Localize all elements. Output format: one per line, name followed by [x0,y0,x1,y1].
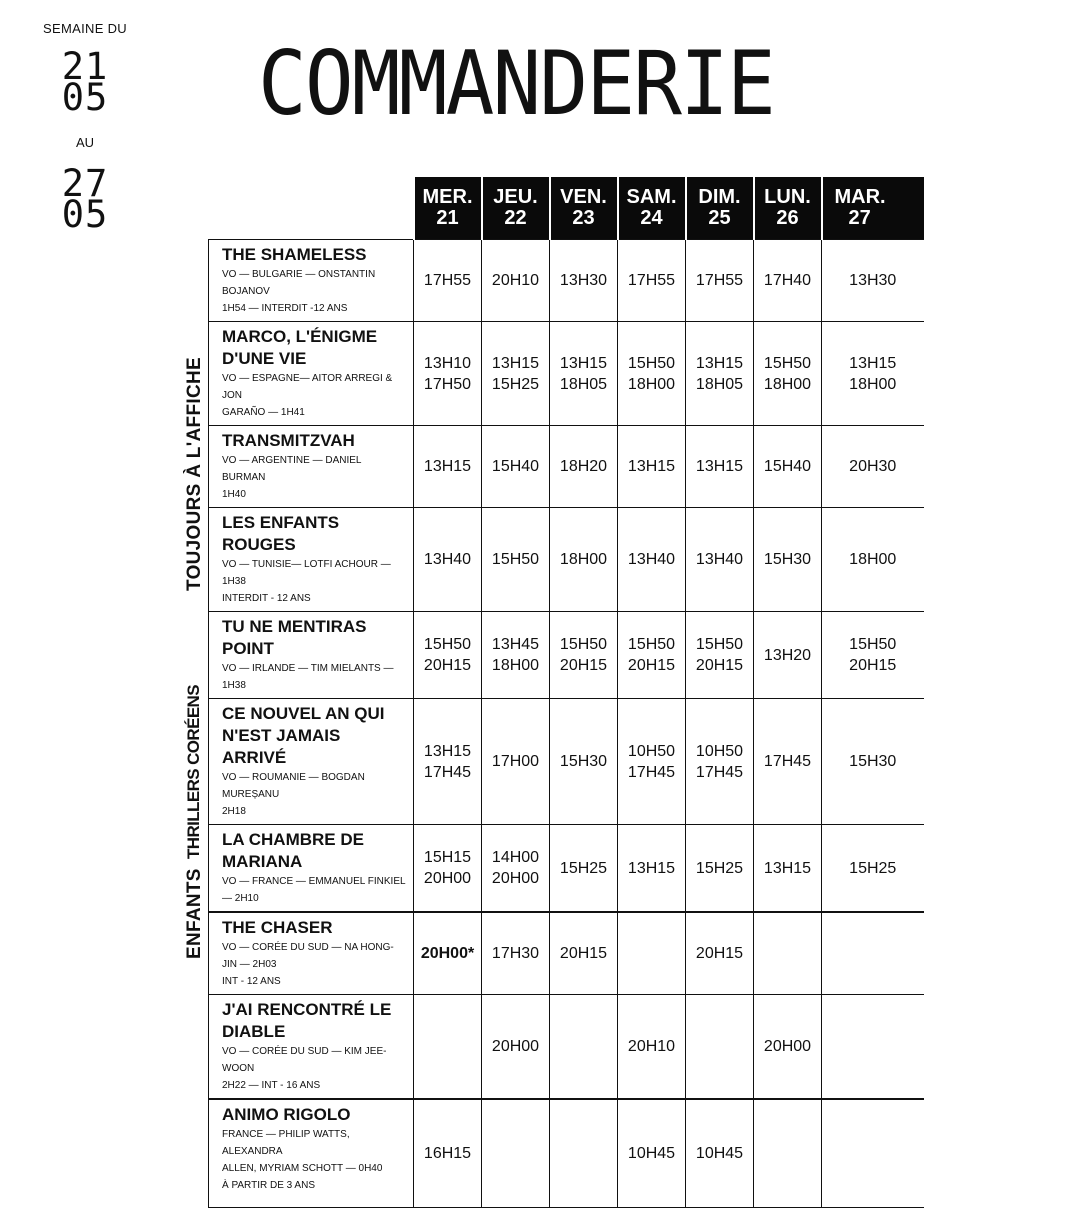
showtime: 18H00 [491,657,540,674]
film-meta: VO — CORÉE DU SUD — NA HONG-JIN — 2H03 [222,942,394,970]
showtime: 20H10 [491,272,540,289]
film-cell [209,699,414,825]
showtime: 13H15 [559,354,608,372]
film-title: ANIMO RIGOLO [222,1105,351,1124]
day-header [482,177,550,240]
day-number: 21 [436,207,459,229]
showtime-cell [414,699,482,825]
film-meta: INTERDIT - 12 ANS [222,593,311,604]
showtime-cell [482,1099,550,1207]
showtime: 15H50 [695,636,744,653]
showtime: 13H15 [849,354,897,372]
film-row [209,1099,924,1207]
showtime: 15H40 [491,458,540,475]
week-end-date [30,162,140,236]
showtime-cell [754,1099,822,1207]
showtime-cell [822,508,924,612]
section-label-thrillers: THRILLERS CORÉENS [184,685,203,859]
showtime-cell [822,995,924,1100]
film-cell [209,825,414,913]
day-header [618,177,686,240]
showtime: 10H50 [627,742,676,760]
film-row [209,426,924,508]
showtime-cell [414,426,482,508]
showtime-cell [754,699,822,825]
showtime-cell [414,1099,482,1207]
day-number: 27 [848,207,871,229]
showtime: 17H45 [763,753,812,770]
showtime: 20H10 [627,1038,676,1055]
day-name: LUN. [764,186,811,208]
showtime-cell [822,322,924,426]
film-meta: INT - 12 ANS [222,976,281,987]
showtime: 15H50 [849,636,897,653]
showtime: 15H15 [423,849,472,866]
showtime-cell [754,426,822,508]
showtime-cell [550,912,618,995]
showtime-cell [822,240,924,322]
day-name: DIM. [698,186,741,208]
film-meta: 1H54 — INTERDIT -12 ANS [222,303,348,314]
showtime: 17H00 [491,753,540,770]
showtime: 17H55 [695,272,744,289]
showtime-cell [754,912,822,995]
showtime: 13H15 [695,458,744,475]
cinema-title: COMMANDERIE [258,32,774,135]
film-row [209,508,924,612]
showtime: 18H00 [627,375,676,393]
showtime-cell [618,912,686,995]
day-header [822,177,924,240]
film-meta: 1H40 [222,489,246,500]
week-block [30,21,140,236]
showtime-cell [754,240,822,322]
day-name: SAM. [626,186,677,208]
showtime-cell [686,825,754,913]
showtime-cell [550,612,618,699]
film-title: CE NOUVEL AN QUI N'EST JAMAIS ARRIVÉ [222,704,385,767]
film-row [209,912,924,995]
film-title: MARCO, L'ÉNIGME D'UNE VIE [222,327,378,368]
showtime: 15H25 [695,859,744,877]
film-meta: 2H22 — INT - 16 ANS [222,1080,321,1091]
film-meta: VO — BULGARIE — ONSTANTIN BOJANOV [222,269,376,297]
showtime-cell [550,995,618,1100]
showtime: 17H30 [491,945,540,962]
film-meta: VO — ARGENTINE — DANIEL BURMAN [222,455,362,483]
showtime-cell [482,426,550,508]
showtime: 15H50 [627,636,676,653]
film-meta: GARAÑO — 1H41 [222,407,305,418]
day-header [754,177,822,240]
showtime: 20H00 [423,870,472,887]
day-number: 22 [504,207,527,229]
film-title: LA CHAMBRE DE MARIANA [222,830,364,871]
film-row [209,240,924,322]
showtime: 15H40 [763,458,812,475]
showtime-cell [482,612,550,699]
showtime: 15H50 [491,551,540,568]
showtime: 13H45 [491,636,540,653]
showtime-cell [686,912,754,995]
film-cell [209,322,414,426]
showtime: 20H15 [423,657,472,674]
day-number: 25 [708,207,731,229]
showtime: 18H00 [559,551,608,568]
showtime: 20H15 [559,657,608,674]
showtime-cell [754,322,822,426]
showtime-cell [686,699,754,825]
week-start-day: 21 [61,45,109,88]
film-meta: VO — IRLANDE — TIM MIELANTS — 1H38 [222,663,394,691]
showtime: 18H05 [695,375,744,393]
film-title: THE SHAMELESS [222,245,367,264]
showtime-cell [618,240,686,322]
film-meta: À PARTIR DE 3 ANS [222,1180,315,1191]
showtime-cell [482,699,550,825]
showtime: 14H00 [491,849,540,866]
showtime-cell [482,508,550,612]
showtime: 13H40 [627,551,676,568]
showtime: 17H40 [763,272,812,289]
showtime: 18H00 [849,551,897,568]
showtime: 17H55 [627,272,676,289]
showtime-cell [550,508,618,612]
showtime: 13H40 [423,551,472,568]
film-meta: VO — FRANCE — EMMANUEL FINKIEL — 2H10 [222,876,406,904]
showtime: 13H15 [627,859,676,877]
showtime-cell [550,825,618,913]
showtime-cell [618,825,686,913]
showtime: 15H30 [559,753,608,770]
showtime: 20H15 [849,657,897,674]
showtime-cell [686,426,754,508]
showtime-cell [754,995,822,1100]
showtime-cell [414,240,482,322]
showtime: 13H15 [763,859,812,877]
week-start-month: 05 [61,76,109,119]
showtime: 15H50 [559,636,608,653]
showtime-cell [686,995,754,1100]
showtime-cell [414,612,482,699]
showtime: 17H55 [423,272,472,289]
showtime: 13H15 [695,354,744,372]
showtime-cell [482,912,550,995]
film-meta: VO — ESPAGNE— AITOR ARREGI & JON [222,373,393,401]
showtime: 20H00 [491,1038,540,1055]
section-label-affiche: TOUJOURS À L'AFFICHE [184,357,205,591]
showtime-cell [618,426,686,508]
showtime: 20H00 [491,870,540,887]
showtime: 13H15 [423,742,472,760]
showtime-cell [754,825,822,913]
showtime: 13H30 [559,272,608,289]
showtime-cell [482,995,550,1100]
film-meta: ALLEN, MYRIAM SCHOTT — 0H40 [222,1163,383,1174]
showtime-cell [822,1099,924,1207]
showtime: 13H40 [695,551,744,568]
showtime-cell [754,508,822,612]
showtime-cell [822,912,924,995]
showtime-cell [550,1099,618,1207]
showtime: 13H15 [423,458,472,475]
film-cell [209,426,414,508]
showtime: 17H45 [423,763,472,781]
showtime-cell [686,322,754,426]
showtime: 20H30 [849,458,897,475]
showtime-cell [414,825,482,913]
showtime: 15H50 [423,636,472,653]
film-meta: VO — TUNISIE— LOTFI ACHOUR — 1H38 [222,559,391,587]
film-row [209,995,924,1100]
day-header-row [209,177,924,240]
showtime: 20H15 [559,945,608,962]
showtime: 18H05 [559,375,608,393]
showtime-cell [822,699,924,825]
film-meta: FRANCE — PHILIP WATTS, ALEXANDRA [222,1129,350,1157]
film-title: TU NE MENTIRAS POINT [222,617,367,658]
film-meta: VO — ROUMANIE — BOGDAN MUREȘANU [222,772,365,800]
showtime-cell [686,1099,754,1207]
showtime-cell [550,322,618,426]
showtime: 20H00* [420,945,475,962]
section-label-enfants: ENFANTS [184,868,205,960]
showtime: 15H30 [763,551,812,568]
day-name: JEU. [493,186,538,208]
showtime-cell [482,240,550,322]
showtime: 15H25 [849,859,897,877]
showtime-cell [414,995,482,1100]
film-cell [209,1099,414,1207]
showtime-cell [482,322,550,426]
film-row [209,699,924,825]
film-meta: 2H18 [222,806,246,817]
showtime-cell [686,240,754,322]
showtime: 13H15 [491,354,540,372]
showtime: 18H20 [559,458,608,475]
showtime: 16H15 [423,1144,472,1162]
film-title: THE CHASER [222,918,333,937]
showtime: 15H25 [559,859,608,877]
showtime-cell [754,612,822,699]
showtime-cell [618,322,686,426]
showtime: 20H15 [695,657,744,674]
film-cell [209,508,414,612]
showtime-cell [822,825,924,913]
showtime-cell [618,612,686,699]
showtime-cell [414,912,482,995]
day-header [686,177,754,240]
showtime-cell [686,612,754,699]
week-end-day: 27 [61,162,109,205]
film-row [209,612,924,699]
showtime-cell [822,612,924,699]
film-title: TRANSMITZVAH [222,431,355,450]
day-name: VEN. [560,186,607,208]
showtime-cell [618,995,686,1100]
film-title: LES ENFANTS ROUGES [222,513,340,554]
day-number: 24 [640,207,663,229]
showtime: 20H15 [627,657,676,674]
film-cell [209,612,414,699]
showtime: 15H25 [491,375,540,393]
showtime: 18H00 [849,375,897,393]
showtime-cell [618,508,686,612]
showtime-cell [550,426,618,508]
showtime: 13H10 [423,354,472,372]
day-number: 23 [572,207,595,229]
showtime: 15H50 [763,354,812,372]
showtime: 13H20 [763,646,812,664]
film-row [209,322,924,426]
showtime: 10H45 [627,1144,676,1162]
day-header [414,177,482,240]
header-corner [209,177,414,240]
week-end-month: 05 [61,193,109,236]
showtime: 18H00 [763,375,812,393]
showtime-cell [822,426,924,508]
showtime-cell [618,1099,686,1207]
showtime: 15H50 [627,354,676,372]
week-prefix: SEMAINE DU [43,21,127,36]
showtime: 13H15 [627,458,676,475]
showtime: 20H00 [763,1038,812,1055]
film-row [209,825,924,913]
day-number: 26 [776,207,799,229]
showtime-cell [482,825,550,913]
showtime: 17H50 [423,375,472,393]
showtime: 10H50 [695,742,744,760]
showtime: 15H30 [849,753,897,770]
film-cell [209,995,414,1100]
day-header [550,177,618,240]
showtime: 20H15 [695,945,744,962]
showtime-cell [686,508,754,612]
showtime-cell [618,699,686,825]
week-between: AU [75,135,95,150]
film-meta: VO — CORÉE DU SUD — KIM JEE-WOON [222,1046,387,1074]
day-name: MAR. [834,186,886,208]
showtime: 17H45 [627,763,676,781]
showtime-cell [550,240,618,322]
day-name: MER. [422,186,473,208]
film-cell [209,912,414,995]
film-title: J'AI RENCONTRÉ LE DIABLE [222,1000,392,1041]
film-cell [209,240,414,322]
week-start-date [30,45,140,119]
showtime-cell [414,508,482,612]
showtime: 10H45 [695,1144,744,1162]
schedule-table [208,177,924,1208]
showtime-cell [550,699,618,825]
showtime: 13H30 [849,272,897,289]
showtime-cell [414,322,482,426]
showtime: 17H45 [695,763,744,781]
